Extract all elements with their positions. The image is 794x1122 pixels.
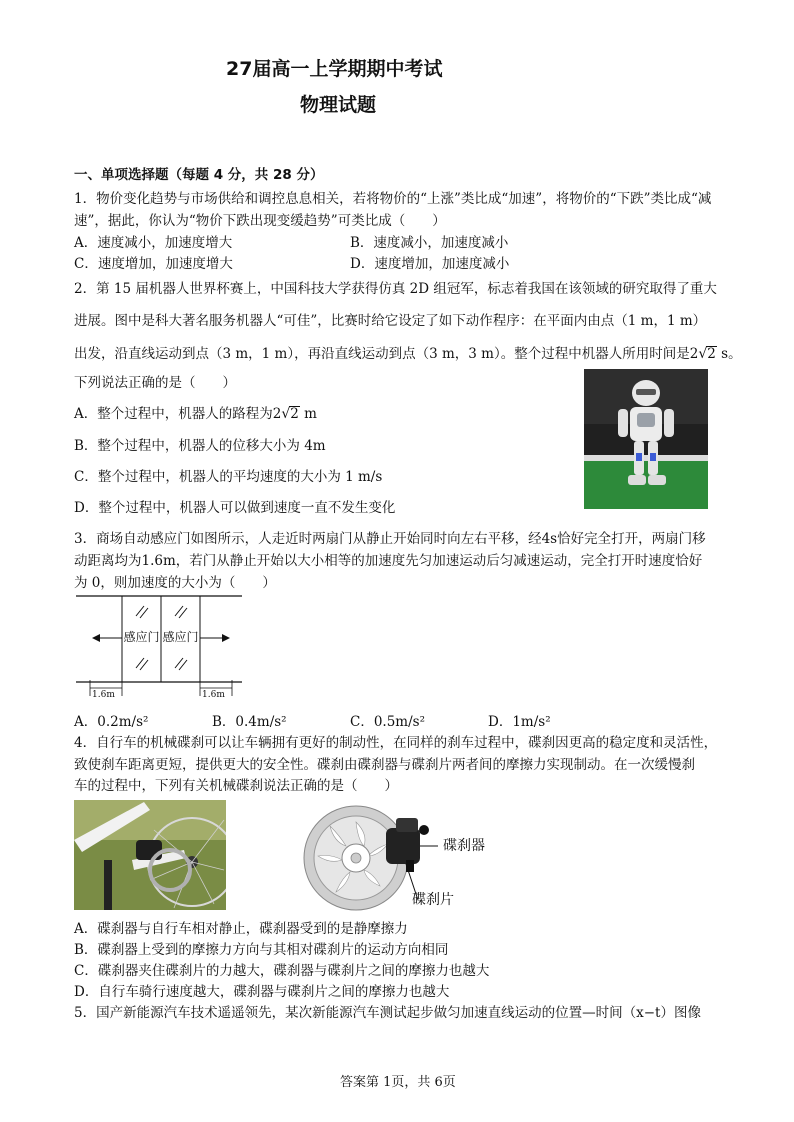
q2-stem-line3-text: 出发，沿直线运动到点（3 m，1 m），再沿直线运动到点（3 m，3 m）。整个过程中机器人所用时间是 (74, 346, 690, 362)
q3-stem-line3: 为 0，则加速度的大小为（ ） (74, 575, 276, 591)
q2-time-unit: s。 (716, 346, 742, 362)
exam-subject: 物理试题 (300, 94, 377, 116)
q2-time-coefficient: 2 (689, 346, 699, 362)
q3-option-a: A．0.2m/s² (74, 714, 149, 730)
q1-option-b: B．速度减小，加速度减小 (350, 235, 509, 251)
sqrt-icon: √ (281, 406, 291, 422)
q1-option-a: A．速度减小，加速度增大 (74, 235, 233, 251)
q1-stem-line1: 1．物价变化趋势与市场供给和调控息息相关，若将物价的“上涨”类比成“加速”，将物价的“下跌”类比成“减 (74, 191, 712, 207)
q3-stem-line2: 动距离均为1.6m，若门从静止开始以大小相等的加速度先匀加速运动后匀减速运动，完全打开时速度恰好 (74, 553, 703, 569)
page-footer: 答案第 1页，共 6页 (340, 1075, 456, 1090)
dim-label-left: 1.6m (92, 690, 115, 700)
q2-path-radicand: 2 (290, 406, 299, 422)
sqrt-icon: √ (698, 346, 708, 362)
q4-option-a: A．碟刹器与自行车相对静止，碟刹器受到的是静摩擦力 (74, 921, 408, 937)
section-heading: 一、单项选择题（每题 4 分，共 28 分） (74, 167, 324, 183)
q2-stem-line1: 2．第 15 届机器人世界杯赛上，中国科技大学获得仿真 2D 组冠军，标志着我国在该领域的研究取得了重大 (74, 281, 717, 297)
q4-stem-line3: 车的过程中，下列有关机械碟刹说法正确的是（ ） (74, 778, 398, 794)
q1-option-c: C．速度增加，加速度增大 (74, 256, 233, 272)
door-label-right: 感应门 (162, 630, 199, 644)
q2-time-radicand: 2 (707, 346, 716, 362)
q2-option-c: C．整个过程中，机器人的平均速度的大小为 1 m/s (74, 469, 383, 485)
q3-stem-line1: 3．商场自动感应门如图所示，人走近时两扇门从静止开始同时向左右平移，经4s恰好完全打开，两扇门移 (74, 531, 706, 547)
bicycle-disc-brake-photo (74, 800, 226, 910)
door-diagram-icon (74, 592, 244, 702)
q2-stem-line4: 下列说法正确的是（ ） (74, 375, 236, 391)
q2-option-d: D．整个过程中，机器人可以做到速度一直不发生变化 (74, 500, 396, 516)
door-label-left: 感应门 (123, 630, 160, 644)
q2-path-coefficient: 2 (272, 406, 282, 422)
q4-stem-line2: 致使刹车距离更短，提供更大的安全性。碟刹由碟刹器与碟刹片两者间的摩擦力实现制动。在一次缓慢刹 (74, 757, 695, 773)
q3-option-b: B．0.4m/s² (212, 714, 287, 730)
dim-label-right: 1.6m (202, 690, 225, 700)
q2-stem-line3 (74, 345, 742, 363)
robot-icon (584, 369, 708, 509)
q4-option-b: B．碟刹器上受到的摩擦力方向与其相对碟刹片的运动方向相同 (74, 942, 449, 958)
q5-stem-line1: 5．国产新能源汽车技术遥遥领先，某次新能源汽车测试起步做匀加速直线运动的位置—时间（x−t）图像 (74, 1005, 701, 1021)
q4-stem-line1: 4．自行车的机械碟刹可以让车辆拥有更好的制动性，在同样的刹车过程中，碟刹因更高的稳定度和灵活性， (74, 735, 718, 751)
disc-brake-icon (288, 800, 488, 912)
exam-title: 27届高一上学期期中考试 (226, 58, 443, 80)
q4-option-c: C．碟刹器夹住碟刹片的力越大，碟刹器与碟刹片之间的摩擦力也越大 (74, 963, 490, 979)
q3-option-d: D．1m/s² (488, 714, 551, 730)
q1-stem-line2: 速”，据此，你认为“物价下跌出现变缓趋势”可类比成（ ） (74, 213, 446, 229)
label-disc: 碟刹片 (412, 892, 454, 908)
q2-option-b: B．整个过程中，机器人的位移大小为 4m (74, 438, 326, 454)
q4-option-d: D．自行车骑行速度越大，碟刹器与碟刹片之间的摩擦力也越大 (74, 984, 450, 1000)
robot-photo (584, 369, 708, 509)
bicycle-icon (74, 800, 226, 910)
q1-option-d: D．速度增加，加速度减小 (350, 256, 510, 272)
q3-option-c: C．0.5m/s² (350, 714, 425, 730)
q2-stem-line2: 进展。图中是科大著名服务机器人“可佳”，比赛时给它设定了如下动作程序：在平面内由点（1 m，1 m） (74, 313, 707, 329)
q2-option-a (74, 405, 317, 423)
sliding-door-diagram (74, 592, 244, 702)
q2-path-unit: m (299, 406, 317, 422)
q2-option-a-text: A．整个过程中，机器人的路程为 (74, 406, 273, 422)
disc-brake-diagram (288, 800, 488, 912)
label-caliper: 碟刹器 (443, 838, 485, 854)
